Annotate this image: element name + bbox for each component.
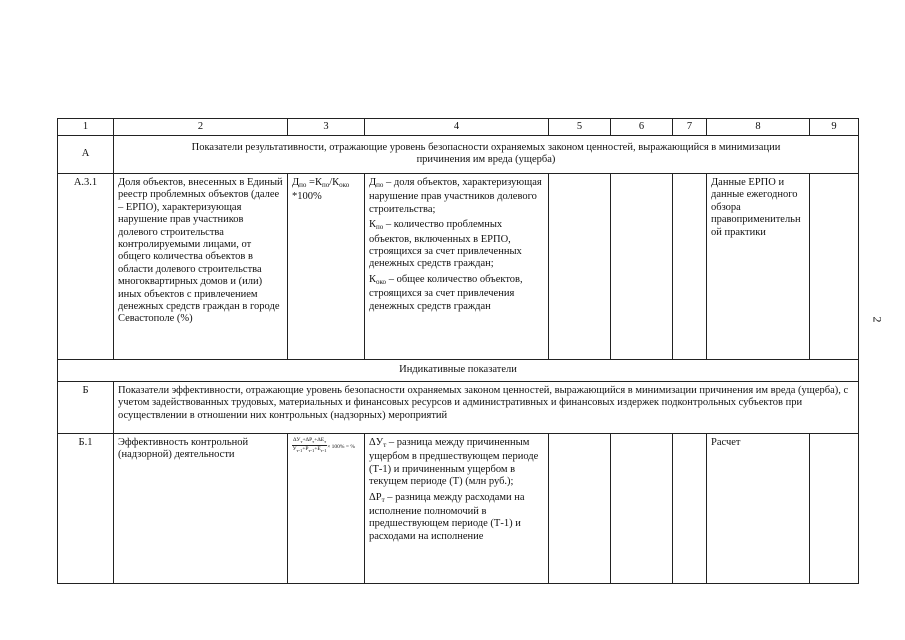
description-text: – общее количество объектов, строящихся за счет привлечения денежных средств граждан — [369, 273, 523, 312]
description-text: – разница между причиненным ущербом в предшествующем периоде (Т-1) и причиненным ущербом в текущем периоде (Т) (млн руб.); — [369, 437, 539, 488]
column-number: 3 — [288, 119, 365, 136]
empty-cell — [673, 174, 707, 360]
formula-text: × 100% = % — [327, 444, 355, 450]
symbol-subscript: т — [383, 441, 387, 449]
indicator-formula — [288, 434, 365, 584]
description-paragraph — [369, 219, 544, 271]
column-number: 1 — [58, 119, 114, 136]
section-title: Показатели эффективности, отражающие уровень безопасности охраняемых законом ценностей, выражающийся в минимизации причинения им вреда (ущерба), с учетом задействованных трудовых, материальных и финансовых ресурсов и административных и финансовых издержек подконтрольных субъектов при осуществлении в отношении них контрольных (надзорных) мероприятий — [114, 382, 859, 434]
row-code: А.3.1 — [58, 174, 114, 360]
column-number: 5 — [549, 119, 611, 136]
empty-cell — [810, 174, 859, 360]
symbol: ΔУ — [369, 437, 384, 448]
formula-subscript: по — [299, 181, 307, 189]
empty-cell — [810, 434, 859, 584]
empty-cell — [549, 434, 611, 584]
description-text: – доля объектов, характеризующая нарушение прав участников долевого строительства; — [369, 177, 542, 215]
empty-cell — [673, 434, 707, 584]
section-title: Показатели результативности, отражающие уровень безопасности охраняемых законом ценностей, выражающийся в минимизации причинения им вреда (ущерба) — [114, 136, 859, 174]
formula-text: =К — [306, 177, 322, 188]
symbol-subscript: око — [376, 277, 387, 286]
description-paragraph — [369, 437, 544, 489]
indicative-heading: Индикативные показатели — [58, 360, 859, 382]
indicators-table — [57, 118, 859, 584]
indicator-formula — [288, 174, 365, 360]
column-number: 9 — [810, 119, 859, 136]
formula-text: /К — [329, 177, 340, 188]
description-text: – количество проблемных объектов, включенных в ЕРПО, строящихся за счет привлеченных денежных средств граждан; — [369, 219, 522, 270]
column-number: 8 — [707, 119, 810, 136]
empty-cell — [611, 434, 673, 584]
indicator-name: Эффективность контрольной (надзорной) деятельности — [114, 434, 288, 584]
formula-text: *100% — [292, 191, 322, 203]
section-a-row — [58, 136, 859, 174]
symbol: К — [369, 219, 377, 231]
symbol-subscript: т — [381, 495, 385, 504]
indicative-row — [58, 360, 859, 382]
formula-symbol: Д — [292, 177, 300, 188]
empty-cell — [549, 174, 611, 360]
column-number-row — [58, 119, 859, 136]
symbol: К — [369, 273, 377, 285]
formula-numerator: $\Delta У_т+\Delta Р_т+\Delta Е_т$ — [293, 437, 327, 445]
symbol-subscript: по — [376, 223, 384, 232]
indicator-name: Доля объектов, внесенных в Единый реестр проблемных объектов (далее – ЕРПО), характеризующая нарушение прав участников долевого строительства контролируемыми лицами, от общего количества объектов в области долевого строительства многоквартирных домов и (или) иных объектов с привлечением денежных средств граждан в городе Севастополе (%) — [114, 174, 288, 360]
formula-subscript: по — [321, 181, 330, 189]
description-paragraph — [369, 492, 544, 544]
description-paragraph — [369, 177, 544, 216]
page-number: 2 — [870, 316, 885, 323]
formula-fraction — [292, 437, 327, 454]
section-code: Б — [58, 382, 114, 434]
symbol-subscript: по — [376, 181, 384, 189]
column-number: 4 — [365, 119, 549, 136]
formula-subscript: око — [339, 181, 350, 189]
column-number: 6 — [611, 119, 673, 136]
row-code: Б.1 — [58, 434, 114, 584]
column-number: 2 — [114, 119, 288, 136]
section-code: А — [58, 136, 114, 174]
empty-cell — [611, 174, 673, 360]
data-source: Расчет — [707, 434, 810, 584]
symbol: ΔР — [369, 491, 382, 503]
column-number: 7 — [673, 119, 707, 136]
indicator-description — [365, 174, 549, 360]
section-b-row — [58, 382, 859, 434]
formula-denominator: $У_{т-1}+Р_{т-1}+Е_{т-1}$ — [292, 446, 327, 454]
description-paragraph — [369, 274, 544, 313]
table-row — [58, 434, 859, 584]
data-source: Данные ЕРПО и данные ежегодного обзора правоприменительной практики — [707, 174, 810, 360]
symbol: Д — [369, 177, 377, 188]
table-row — [58, 174, 859, 360]
description-text: – разница между расходами на исполнение полномочий в предшествующем периоде (Т-1) и расходами на исполнение — [369, 491, 525, 542]
indicator-description — [365, 434, 549, 584]
